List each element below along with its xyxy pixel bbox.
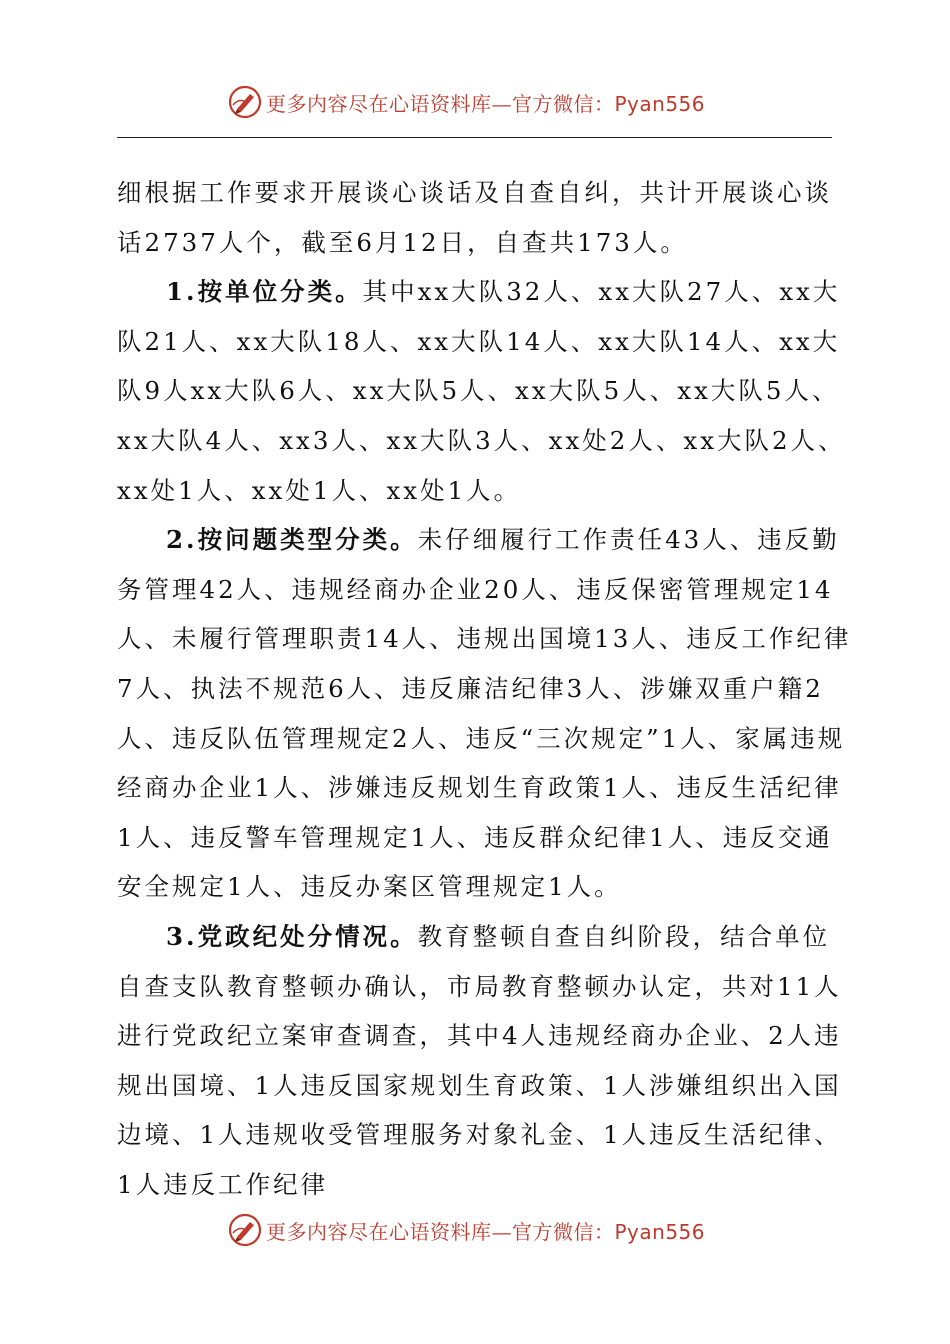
pen-logo-icon: [228, 85, 262, 119]
footer-main-text: 更多内容尽在心语资料库—: [266, 1219, 512, 1244]
intro-paragraph: 细根据工作要求开展谈心谈话及自查自纠，共计开展谈心谈话2737人个，截至6月12日，自查共173人。: [117, 178, 832, 257]
banner-wechat-text: 官方微信：Pyan556: [512, 91, 706, 116]
banner-main-text: 更多内容尽在心语资料库—: [266, 91, 512, 116]
pen-logo-icon: [228, 1213, 262, 1247]
section-2-body: 未仔细履行工作责任43人、违反勤务管理42人、违规经商办企业20人、违反保密管理规定14人、未履行管理职责14人、违规出国境13人、违反工作纪律7人、执法不规范6人、违反廉洁纪律3人、涉嫌双重户籍2人、违反队伍管理规定2人、违反“三次规定”1人、家属违规经商办企业1人、涉嫌违反规划生育政策1人、违反生活纪律1人、违反警车管理规定1人、违反群众纪律1人、违反交通安全规定1人、违反办案区管理规定1人。: [117, 525, 852, 902]
section-2-paragraph: [117, 515, 857, 912]
section-2-heading: 2.按问题类型分类。: [166, 525, 418, 555]
footer-wechat-text: 官方微信：Pyan556: [512, 1219, 706, 1244]
section-3-body: 教育整顿自查自纠阶段，结合单位自查支队教育整顿办确认，市局教育整顿办认定，共对11人进行党政纪立案审查调查，其中4人违规经商办企业、2人违规出国境、1人违反国家规划生育政策、1人涉嫌组织出入国边境、1人违规收受管理服务对象礼金、1人违反生活纪律、1人违反工作纪律: [117, 921, 842, 1199]
section-1-body: 其中xx大队32人、xx大队27人、xx大队21人、xx大队18人、xx大队14人、xx大队14人、xx大队9人xx大队6人、xx大队5人、xx大队5人、xx大队5人、xx大队4人、xx3人、xx大队3人、xx处2人、xx大队2人、xx处1人、xx处1人、xx处1人。: [117, 277, 846, 505]
document-body: [117, 168, 857, 1209]
footer-banner-text: [266, 1216, 705, 1245]
section-1-paragraph: [117, 267, 857, 515]
section-3-heading: 3.党政纪处分情况。: [166, 921, 418, 951]
header-divider: [117, 137, 832, 138]
header-banner: [0, 80, 950, 124]
section-1-heading: 1.按单位分类。: [166, 277, 363, 307]
footer-banner: [0, 1208, 950, 1252]
banner-text: [266, 88, 705, 117]
section-3-paragraph: [117, 912, 857, 1210]
